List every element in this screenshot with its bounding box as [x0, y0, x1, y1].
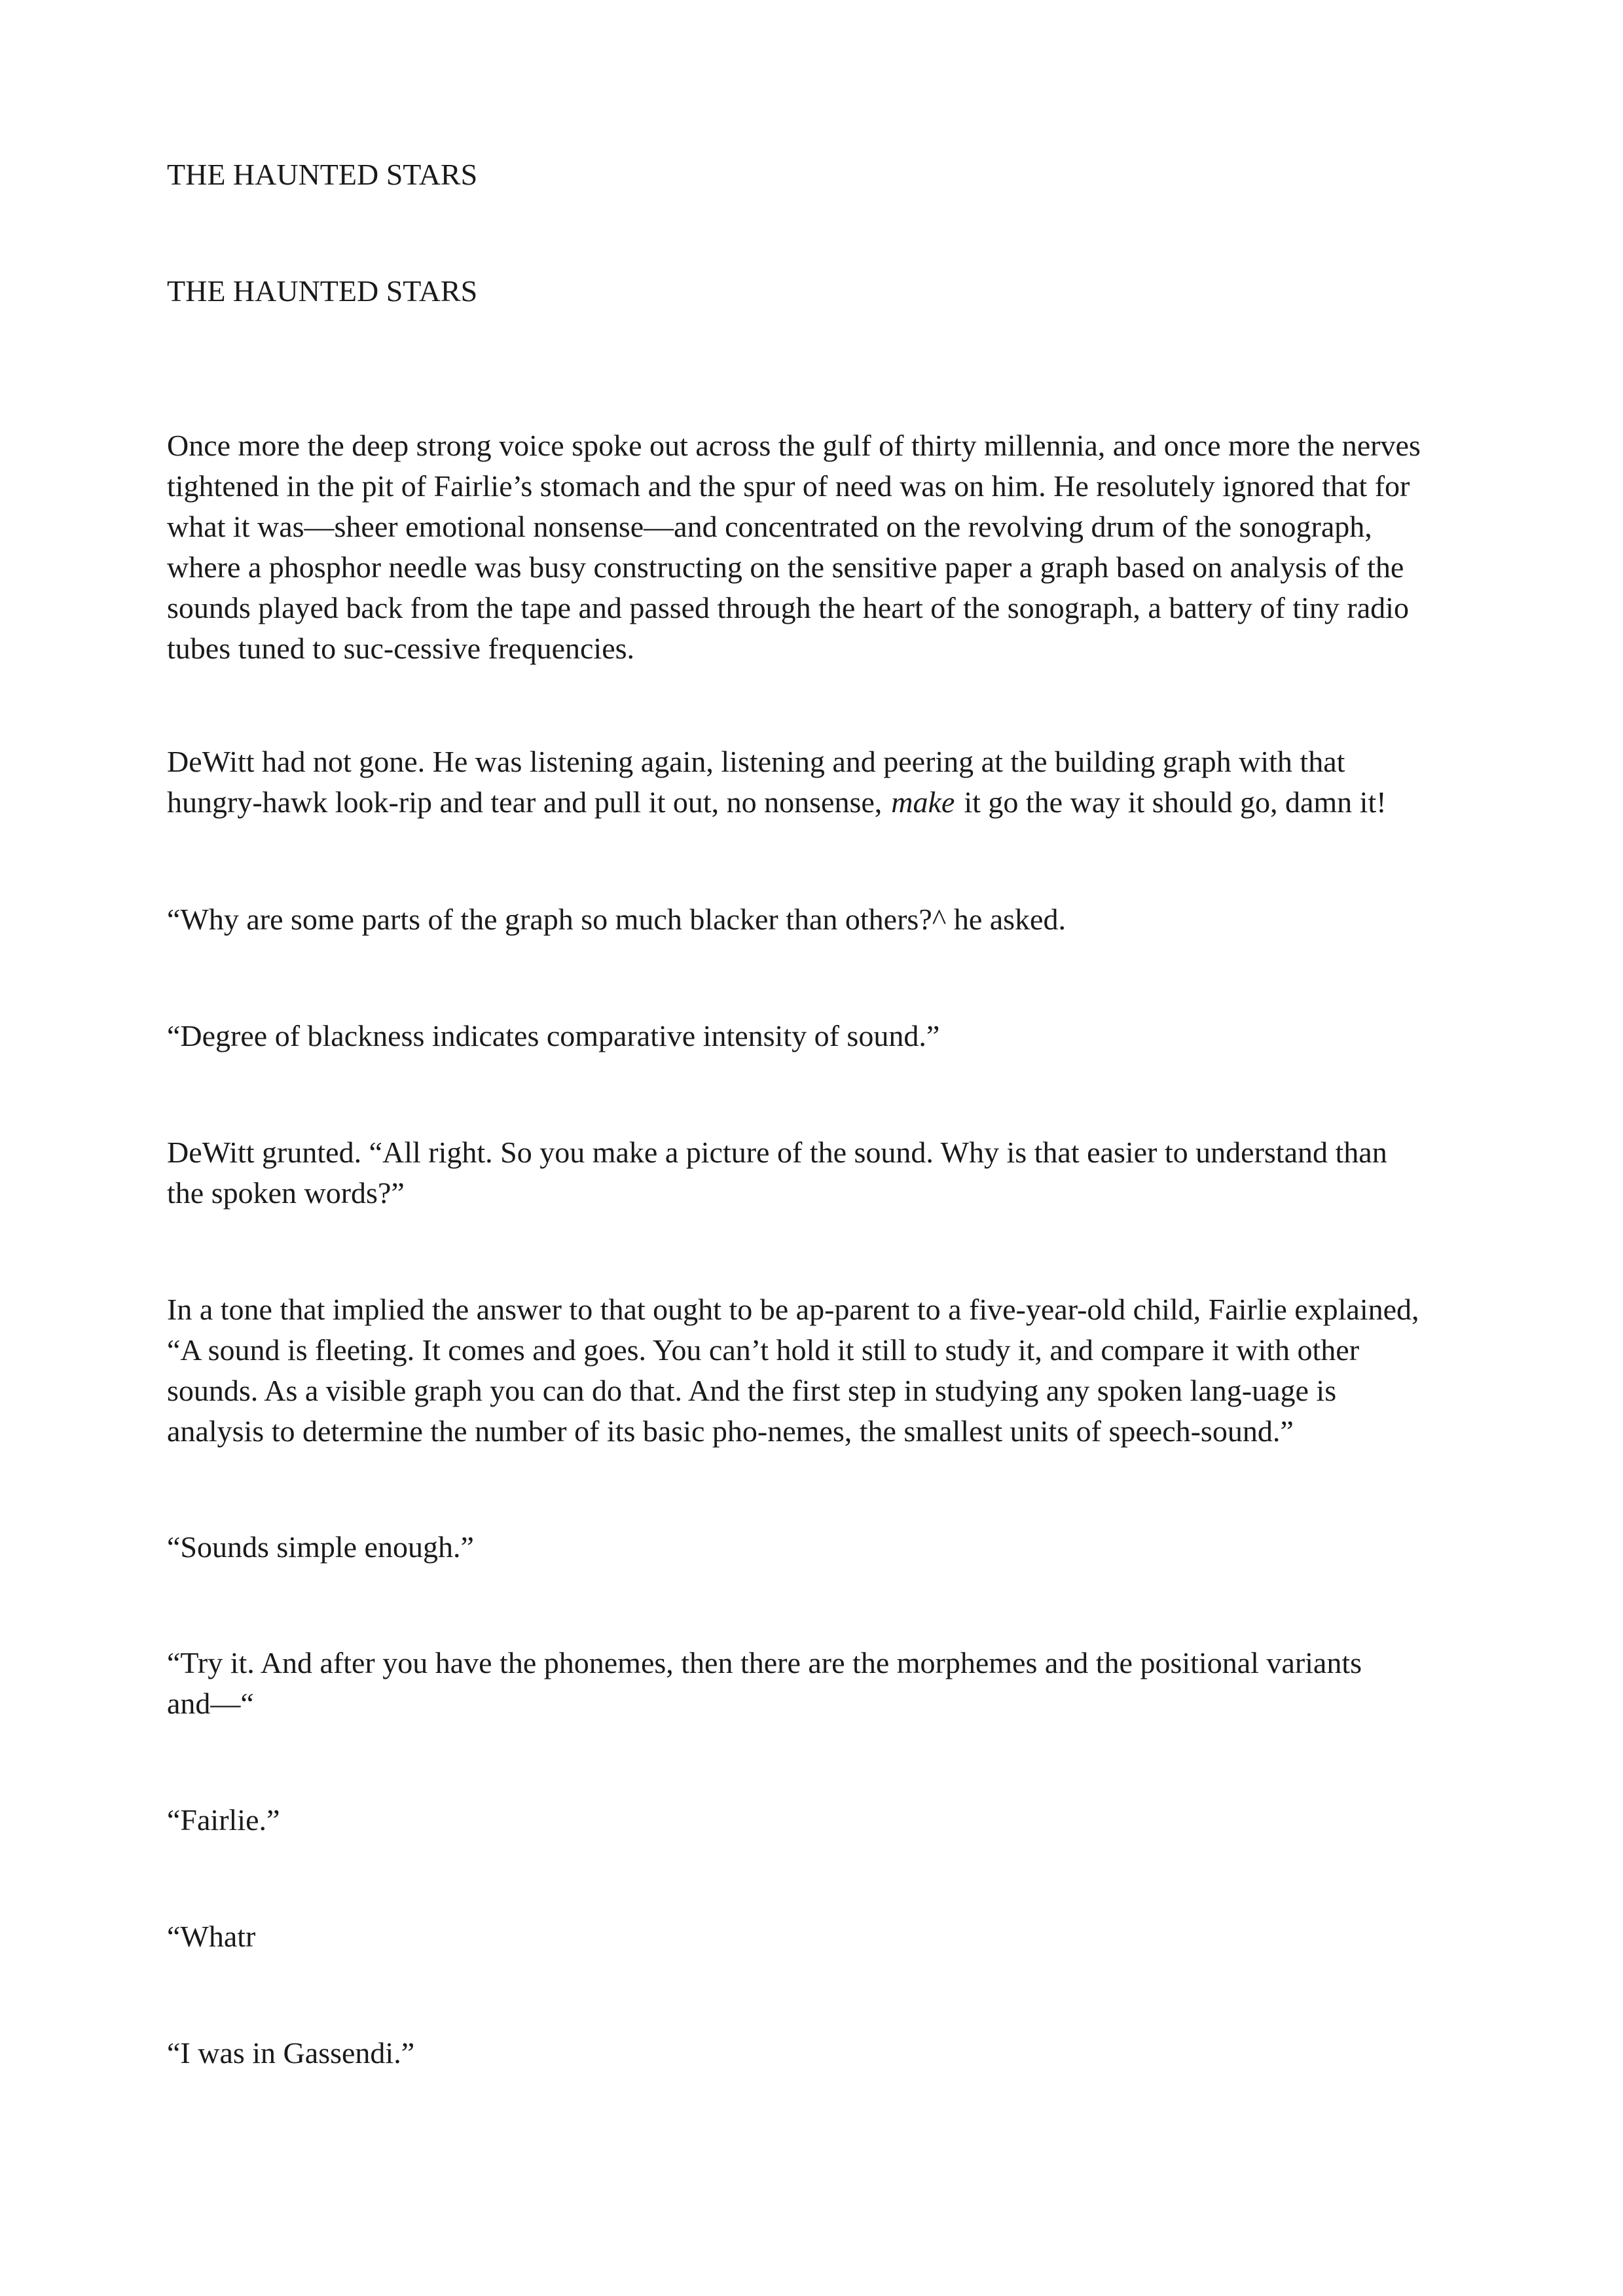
text-line: “Try it. And after you have the phonemes, then there are the morphemes and the positional variants: [167, 1646, 1362, 1679]
text-line: sounds. As a visible graph you can do that. And the first step in studying any spoken lang-uage is: [167, 1374, 1337, 1407]
text-line: “A sound is fleeting. It comes and goes. You can’t hold it still to study it, and compare it with other: [167, 1333, 1360, 1367]
text-segment: hungry-hawk look-rip and tear and pull it out, no nonsense,: [167, 785, 883, 819]
text-line: analysis to determine the number of its basic pho-nemes, the smallest units of speech-sound.”: [167, 1414, 1294, 1448]
paragraph-6: [167, 1289, 1476, 1452]
text-line: what it was—sheer emotional nonsense—and concentrated on the revolving drum of the sonograph,: [167, 510, 1372, 543]
text-line: [167, 782, 1476, 823]
paragraph-10: “Whatr: [167, 1920, 256, 1953]
chapter-title: THE HAUNTED STARS: [167, 274, 478, 308]
running-title: THE HAUNTED STARS: [167, 158, 478, 191]
text-line: and—“: [167, 1687, 254, 1720]
text-line: Once more the deep strong voice spoke out across the gulf of thirty millennia, and once more the nerves: [167, 429, 1421, 462]
paragraph-3: “Why are some parts of the graph so much blacker than others?^ he asked.: [167, 903, 1066, 936]
text-line: tubes tuned to suc-cessive frequencies.: [167, 632, 635, 665]
text-line: DeWitt grunted. “All right. So you make a picture of the sound. Why is that easier to understand than: [167, 1136, 1387, 1169]
text-line: the spoken words?”: [167, 1176, 405, 1210]
text-line: sounds played back from the tape and passed through the heart of the sonograph, a battery of tiny radio: [167, 591, 1409, 624]
paragraph-11: “I was in Gassendi.”: [167, 2036, 415, 2070]
emphasis-text: make: [891, 785, 955, 819]
paragraph-9: “Fairlie.”: [167, 1803, 280, 1837]
text-segment: it go the way it should go, damn it!: [964, 785, 1387, 819]
paragraph-5: [167, 1132, 1476, 1213]
paragraph-2: [167, 742, 1476, 823]
paragraph-8: [167, 1643, 1476, 1724]
text-line: where a phosphor needle was busy constructing on the sensitive paper a graph based on analysis of the: [167, 550, 1404, 584]
text-line: tightened in the pit of Fairlie’s stomach and the spur of need was on him. He resolutely ignored that for: [167, 469, 1410, 503]
paragraph-7: “Sounds simple enough.”: [167, 1530, 474, 1564]
paragraph-1: [167, 425, 1476, 669]
text-line: In a tone that implied the answer to that ought to be ap-parent to a five-year-old child, Fairlie explained,: [167, 1293, 1419, 1326]
paragraph-4: “Degree of blackness indicates comparative intensity of sound.”: [167, 1019, 940, 1052]
text-line: DeWitt had not gone. He was listening again, listening and peering at the building graph with that: [167, 745, 1345, 778]
